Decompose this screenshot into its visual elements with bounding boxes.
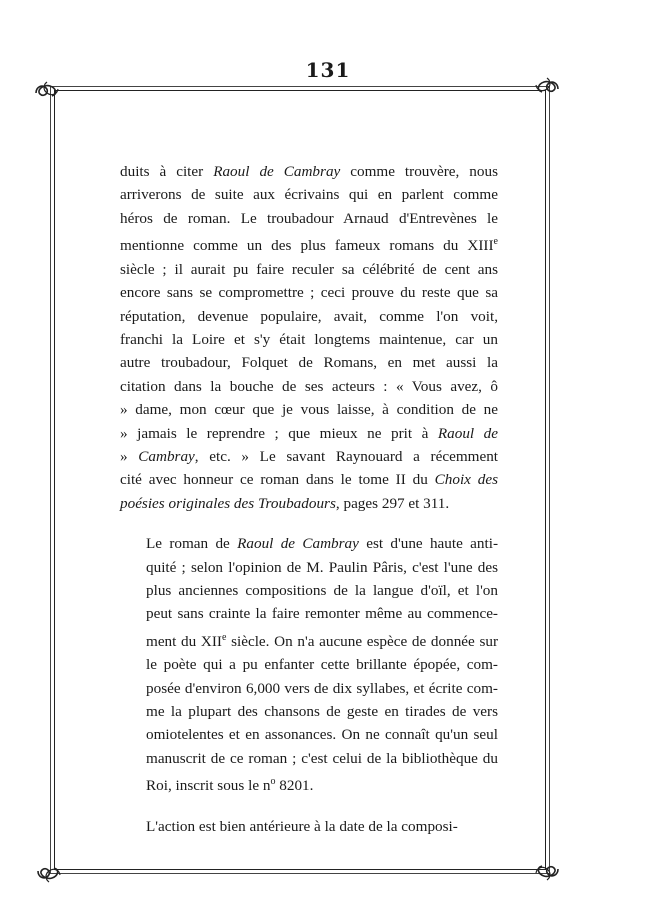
paragraph <box>120 815 498 838</box>
text-line: plus anciennes compositions de la langue d'oïl, et l'on <box>146 581 498 599</box>
text-line: posée d'environ 6,000 vers de dix syllabes, et écrite com- <box>146 679 498 697</box>
italic-text: Choix des <box>434 471 498 489</box>
text-line: le poète qui a pu enfanter cette brillante épopée, com- <box>146 656 498 674</box>
superscript: o <box>270 776 276 788</box>
text-line: héros de roman. Le troubadour Arnaud d'Entrevènes le <box>120 209 498 227</box>
text-line: réputation, devenue populaire, avait, comme l'on voit, <box>120 307 498 325</box>
text-line: » jamais le reprendre ; que mieux ne prit à Raoul de <box>120 424 498 442</box>
text-line: omiotelentes et en assonances. On ne connaît qu'un seul <box>146 726 498 744</box>
text-line: siècle ; il aurait pu faire reculer sa célébrité de cent ans <box>120 260 498 278</box>
paragraph <box>120 160 498 515</box>
text-line: L'action est bien antérieure à la date de la composi- <box>146 817 458 835</box>
text-line: poésies originales des Troubadours, pages 297 et 311. <box>120 494 450 512</box>
text-line: mentionne comme un des plus fameux romans du XIIIe <box>120 236 498 255</box>
text-line: autre troubadour, Folquet de Romans, en met aussi la <box>120 354 498 372</box>
text-line: quité ; selon l'opinion de M. Paulin Pâris, c'est l'une des <box>146 558 498 576</box>
italic-text: Raoul de <box>437 424 498 442</box>
text-line: manuscrit de ce roman ; c'est celui de la bibliothèque du <box>146 749 498 767</box>
text-line: » dame, mon cœur que je vous laisse, à condition de ne <box>120 401 498 419</box>
corner-ornament-bottom-right-icon <box>530 852 564 886</box>
corner-ornament-top-left-icon <box>30 76 64 110</box>
text-line: me la plupart des chansons de geste en tirades de vers <box>146 703 498 721</box>
text-line: encore sans se compromettre ; ceci prouve du reste que sa <box>120 284 498 302</box>
text-line: » Cambray, etc. » Le savant Raynouard a récemment <box>120 447 499 465</box>
text-line: Le roman de Raoul de Cambray est d'une haute anti- <box>146 535 498 553</box>
text-line: peut sans crainte la faire remonter même au commence- <box>146 605 498 623</box>
text-line: ment du XIIe siècle. On n'a aucune espèce de donnée sur <box>146 631 499 650</box>
paragraph <box>120 532 498 798</box>
page-number: 131 <box>305 58 351 82</box>
text-line: Roi, inscrit sous le $n^o$ 8201. <box>146 776 314 795</box>
text-line: citation dans la bouche de ses acteurs : « Vous avez, ô <box>120 377 498 395</box>
text-line: franchi la Loire et s'y était longtems maintenue, car un <box>120 330 498 348</box>
italic-text: Raoul de Cambray <box>237 535 359 553</box>
italic-text: Cambray <box>138 447 195 465</box>
text-line: cité avec honneur ce roman dans le tome II du Choix des <box>120 471 498 489</box>
corner-ornament-bottom-left-icon <box>32 854 66 888</box>
text-line: arriverons de suite aux écrivains qui en parlent comme <box>120 186 498 204</box>
superscript: e <box>493 236 498 248</box>
italic-text: Raoul de Cambray <box>213 163 341 180</box>
corner-ornament-top-right-icon <box>530 72 564 106</box>
text-line: duits à citer Raoul de Cambray comme trouvère, nous <box>120 163 498 180</box>
italic-text: poésies originales des Troubadours <box>120 494 336 512</box>
superscript: e <box>221 631 227 643</box>
body-text <box>120 160 498 838</box>
